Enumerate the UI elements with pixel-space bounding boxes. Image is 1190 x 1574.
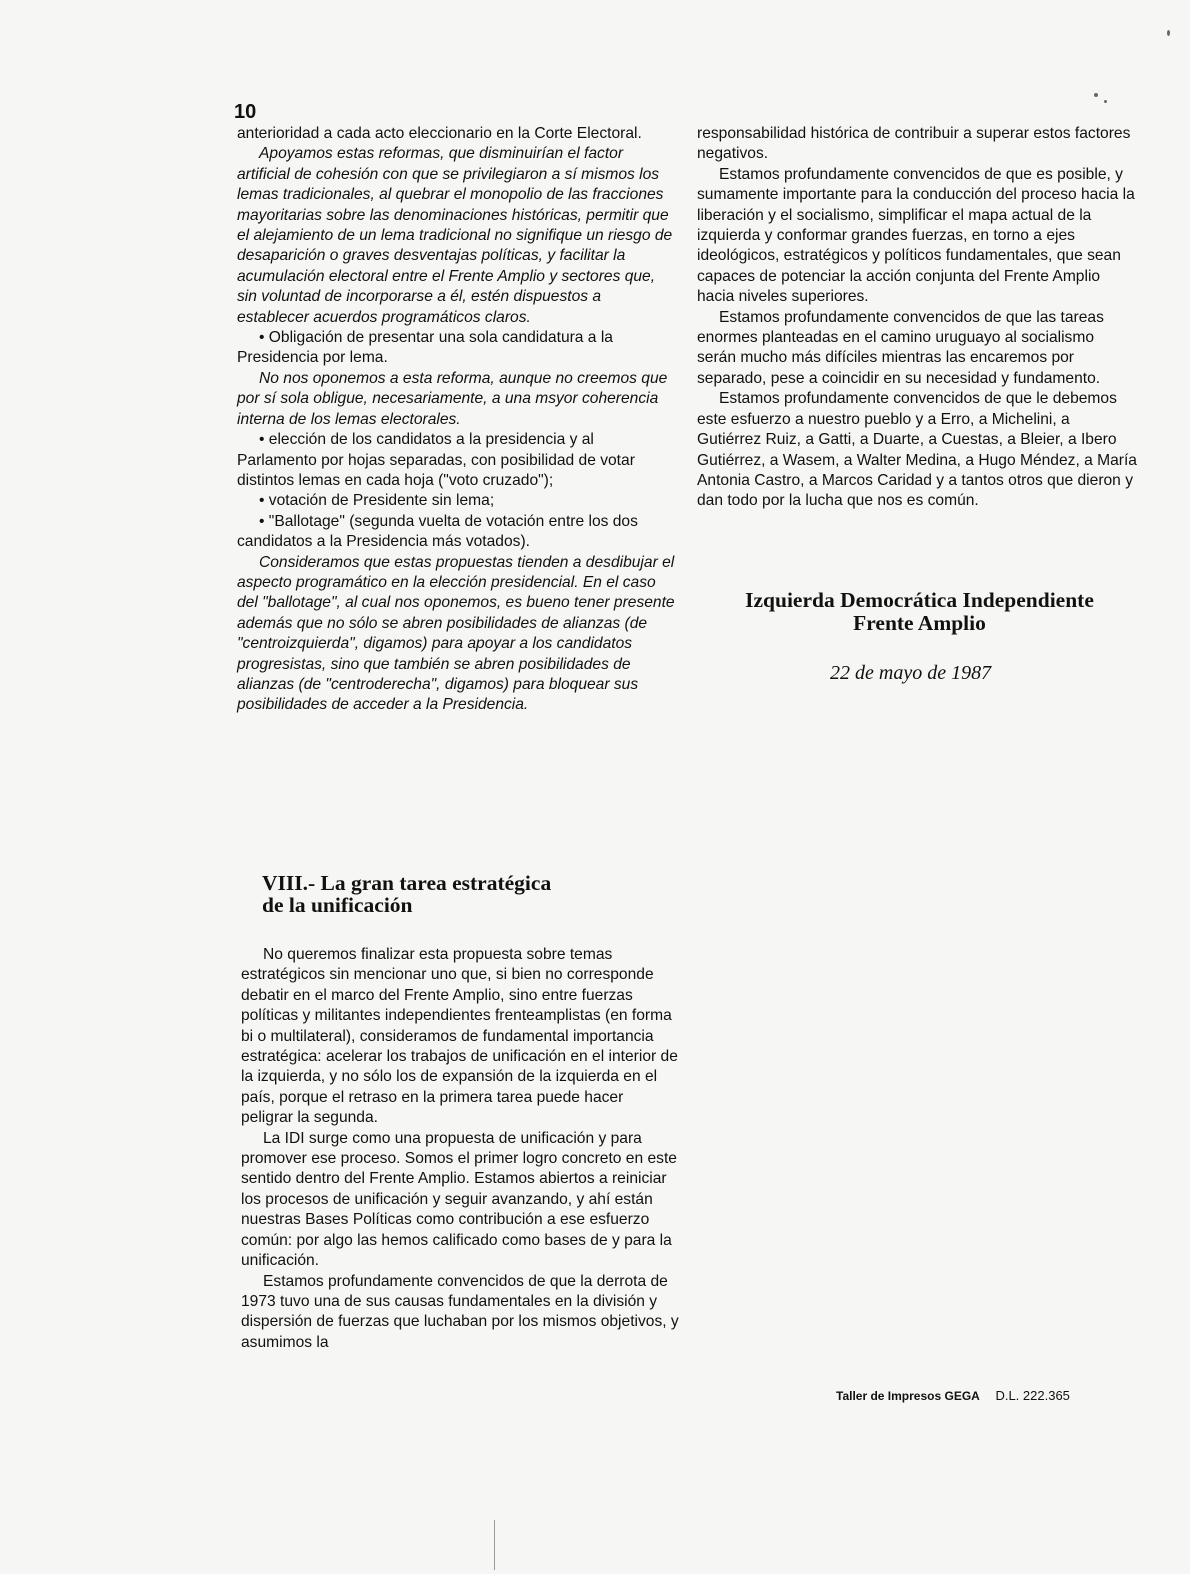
- right-column: [697, 124, 1137, 512]
- section-heading-line-2: de la unificación: [262, 893, 413, 917]
- printer-name: Taller de Impresos GEGA: [836, 1389, 980, 1403]
- paragraph: Estamos profundamente convencidos de que la derrota de 1973 tuvo una de sus causas fundamentales en la división y dispersión de fuerzas que luchaban por los mismos objetivos, y asumimos la: [241, 1272, 679, 1351]
- paragraph: Apoyamos estas reformas, que disminuirían el factor artificial de cohesión con que se privilegiaron a sí mismos los lemas tradicionales, al quebrar el monopolio de las fracciones mayoritarias sobre las denominaciones históricas, permitir que el alejamiento de un lema tradicional no signifique un riesgo de desaparición o graves desventajas políticas, y facilitar la acumulación electoral entre el Frente Amplio y sectores que, sin voluntad de incorporarse a él, estén dispuestos a establecer acuerdos programáticos claros.: [237, 145, 673, 326]
- bullet-item: • "Ballotage" (segunda vuelta de votación entre los dos candidatos a la Presidencia más votados).: [237, 512, 638, 551]
- paragraph: La IDI surge como una propuesta de unificación y para promover ese proceso. Somos el primer logro concreto en este sentido dentro del Frente Amplio. Estamos abiertos a reiniciar los procesos de unificación y seguir avanzando, y ahí están nuestras Bases Políticas como contribución a ese esfuerzo común: por algo las hemos calificado como bases de y para la unificación.: [241, 1129, 677, 1270]
- signature-line-2: Frente Amplio: [853, 611, 986, 635]
- signature-block: [697, 589, 1142, 635]
- paragraph: No nos oponemos a esta reforma, aunque no creemos que por sí sola obligue, necesariamente, a una msyor coherencia interna de los lemas electorales.: [237, 369, 668, 428]
- paragraph: responsabilidad histórica de contribuir a superar estos factores negativos.: [697, 125, 1131, 163]
- paragraph: Estamos profundamente convencidos de que le debemos este esfuerzo a nuestro pueblo y a Erro, a Michelini, a Gutiérrez Ruiz, a Gatti, a Duarte, a Cuestas, a Bleier, a Ibero Gutiérrez, a Wasem, a Walter Medina, a Hugo Méndez, a María Antonia Castro, a Marcos Caridad y a tantos otros que dieron y dan todo por la lucha que nos es común.: [697, 390, 1137, 510]
- lower-left-column: [241, 945, 679, 1353]
- left-column: [237, 124, 677, 716]
- legal-deposit: D.L. 222.365: [995, 1388, 1070, 1403]
- paper-speck: [1104, 100, 1107, 103]
- imprint-footer: [836, 1388, 1070, 1404]
- paper-fold-mark: [494, 1520, 495, 1570]
- paragraph: Consideramos que estas propuestas tienden a desdibujar el aspecto programático en la elección presidencial. En el caso del "ballotage", al cual nos oponemos, es bueno tener presente además que no sólo se abren posibilidades de alianzas (de "centroizquierda", digamos) para apoyar a los candidatos progresistas, sino que también se abren posibilidades de alianzas (de "centroderecha", digamos) para bloquear sus posibilidades de acceder a la Presidencia.: [237, 553, 675, 714]
- paragraph: No queremos finalizar esta propuesta sobre temas estratégicos sin mencionar uno que, si bien no corresponde debatir en el marco del Frente Amplio, sino entre fuerzas políticas y militantes independientes frenteamplistas (en forma bi o multilateral), consideramos de fundamental importancia estratégica: acelerar los trabajos de unificación en el interior de la izquierda, y no sólo los de expansión de la izquierda en el país, porque el retraso en la primera tarea puede hacer peligrar la segunda.: [241, 946, 678, 1127]
- bullet-item: • votación de Presidente sin lema;: [259, 492, 495, 510]
- paragraph: Estamos profundamente convencidos de que las tareas enormes planteadas en el camino uruguayo al socialismo serán mucho más difíciles mientras las encaremos por separado, pese a coincidir en su necesidad y fundamento.: [697, 308, 1104, 387]
- section-heading-line-1: VIII.- La gran tarea estratégica: [262, 871, 552, 895]
- paper-speck: [1167, 30, 1170, 36]
- page-number: 10: [234, 101, 257, 123]
- bullet-item: • elección de los candidatos a la presidencia y al Parlamento por hojas separadas, con posibilidad de votar distintos lemas en cada hoja ("voto cruzado");: [237, 431, 635, 489]
- paragraph: anterioridad a cada acto eleccionario en la Corte Electoral.: [237, 125, 642, 142]
- document-date: 22 de mayo de 1987: [830, 662, 992, 684]
- paragraph: Estamos profundamente convencidos de que es posible, y sumamente importante para la conducción del proceso hacia la liberación y el socialismo, simplificar el mapa actual de la izquierda y conformar grandes fuerzas, en torno a ejes ideológicos, estratégicos y políticos fundamentales, que sean capaces de potenciar la acción conjunta del Frente Amplio hacia niveles superiores.: [697, 165, 1135, 306]
- section-heading: [262, 872, 682, 916]
- paper-speck: [1094, 93, 1098, 97]
- signature-line-1: Izquierda Democrática Independiente: [745, 588, 1094, 612]
- bullet-item: • Obligación de presentar una sola candidatura a la Presidencia por lema.: [237, 329, 613, 367]
